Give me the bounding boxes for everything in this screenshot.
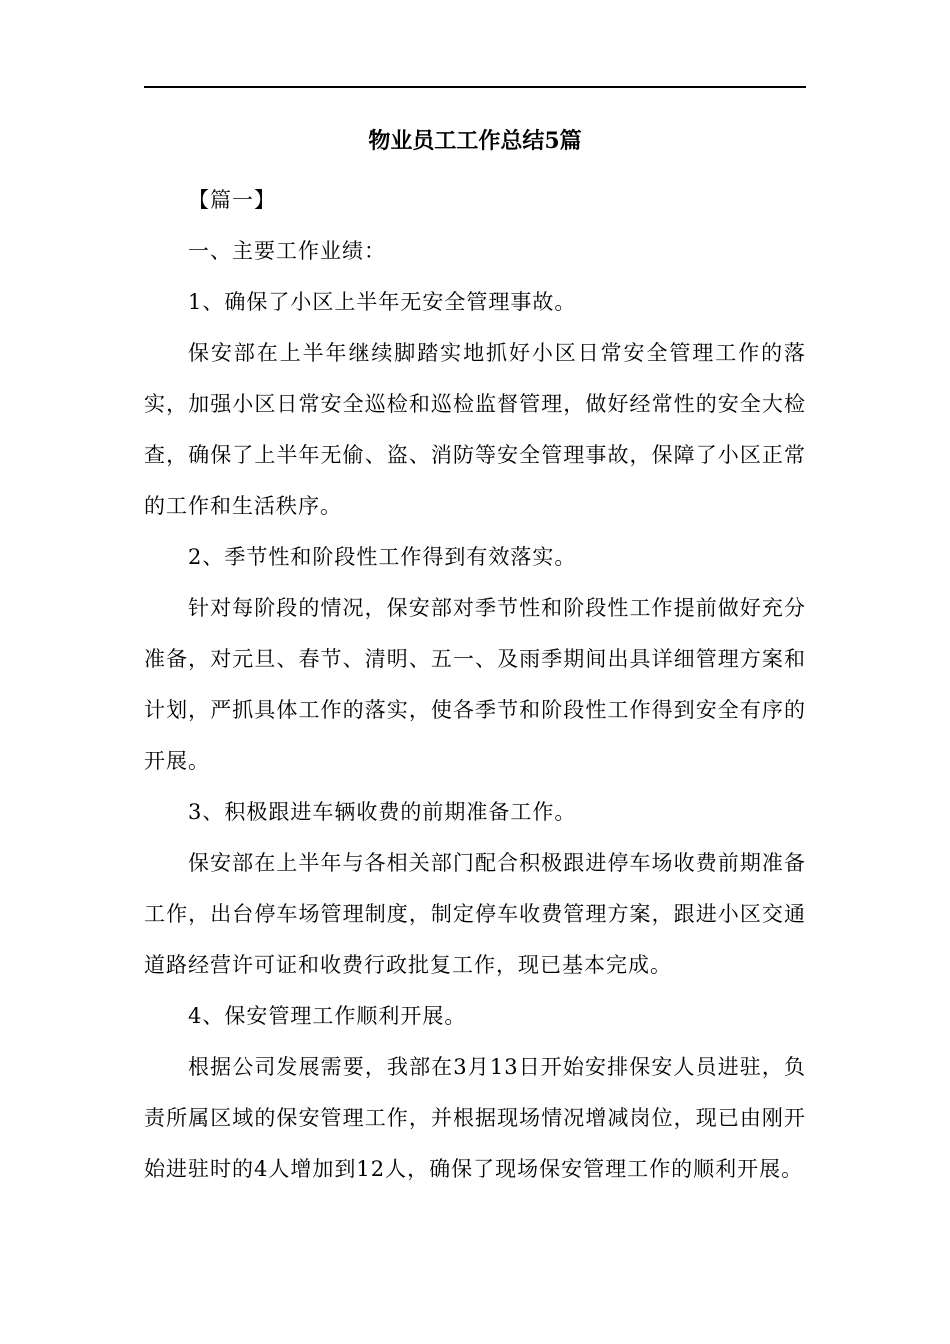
item-heading-1: 1、确保了小区上半年无安全管理事故。 xyxy=(188,290,577,314)
item-heading-4: 4、保安管理工作顺利开展。 xyxy=(188,1004,467,1028)
item-heading-3: 3、积极跟进车辆收费的前期准备工作。 xyxy=(188,800,577,824)
section-label: 【篇一】 xyxy=(188,188,276,212)
header-rule xyxy=(144,86,806,88)
heading-main-achievements: 一、主要工作业绩： xyxy=(188,239,386,263)
document-body xyxy=(144,175,806,1195)
item-body-2: 针对每阶段的情况，保安部对季节性和阶段性工作提前做好充分准备，对元旦、春节、清明、五一、及雨季期间出具详细管理方案和计划，严抓具体工作的落实，使各季节和阶段性工作得到安全有序的开展。 xyxy=(144,596,806,773)
item-body-4: 根据公司发展需要，我部在3月13日开始安排保安人员进驻，负责所属区域的保安管理工作，并根据现场情况增减岗位，现已由刚开始进驻时的4人增加到12人，确保了现场保安管理工作的顺利开展。 xyxy=(144,1055,806,1181)
document-title: 物业员工工作总结5篇 xyxy=(368,128,582,154)
item-body-1: 保安部在上半年继续脚踏实地抓好小区日常安全管理工作的落实，加强小区日常安全巡检和巡检监督管理，做好经常性的安全大检查，确保了上半年无偷、盗、消防等安全管理事故，保障了小区正常的工作和生活秩序。 xyxy=(144,341,806,518)
item-heading-2: 2、季节性和阶段性工作得到有效落实。 xyxy=(188,545,577,569)
item-body-3: 保安部在上半年与各相关部门配合积极跟进停车场收费前期准备工作，出台停车场管理制度，制定停车收费管理方案，跟进小区交通道路经营许可证和收费行政批复工作，现已基本完成。 xyxy=(144,851,806,977)
